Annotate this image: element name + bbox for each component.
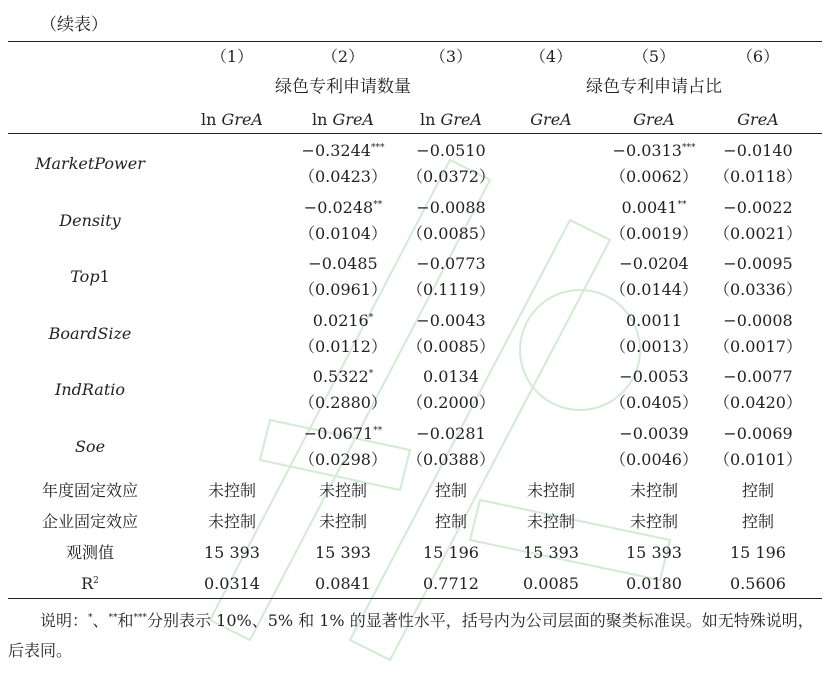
summary-cell: 未控制 bbox=[318, 512, 367, 531]
coefficient-value: −0.0095 bbox=[723, 254, 793, 273]
variable-label bbox=[20, 267, 160, 287]
coefficient-value: 0.0011 bbox=[626, 310, 682, 330]
standard-error-cell: （0.2880） bbox=[299, 393, 387, 412]
standard-error-cell: （0.0298） bbox=[299, 449, 387, 469]
standard-error-cell: （0.0046） bbox=[610, 449, 698, 469]
coefficient-cell bbox=[706, 311, 810, 331]
coefficient-cell bbox=[291, 141, 395, 161]
coefficient-value: −0.0281 bbox=[416, 423, 486, 443]
variable-label bbox=[20, 324, 160, 344]
summary-cell: 0.0085 bbox=[523, 574, 579, 593]
row-label-text: 年度固定效应 bbox=[41, 481, 138, 500]
coefficient-cell bbox=[602, 198, 706, 218]
standard-error-cell: （0.0388） bbox=[407, 449, 495, 469]
variable-name: BoardSize bbox=[48, 323, 132, 343]
standard-error-cell: （0.0085） bbox=[407, 336, 495, 356]
dependent-variable-label bbox=[291, 110, 395, 130]
coefficient-value: −0.0140 bbox=[723, 141, 793, 160]
standard-error-cell: （0.1119） bbox=[407, 280, 495, 299]
column-number: （3） bbox=[429, 47, 473, 66]
summary-cell: 控制 bbox=[434, 481, 467, 500]
coefficient-value: −0.0008 bbox=[723, 310, 793, 330]
standard-error-cell: （0.0019） bbox=[610, 223, 698, 243]
variable-label bbox=[20, 380, 160, 400]
summary-cell: 控制 bbox=[741, 481, 774, 500]
summary-cell: 未控制 bbox=[629, 481, 678, 500]
summary-cell: 15 393 bbox=[523, 543, 579, 562]
summary-cell: 未控制 bbox=[629, 512, 678, 531]
coefficient-value: −0.0077 bbox=[723, 367, 793, 386]
summary-cell: 未控制 bbox=[318, 481, 367, 500]
dependent-variable-label bbox=[706, 110, 810, 130]
coefficient-cell bbox=[291, 198, 395, 218]
table-continued-label: （续表） bbox=[40, 15, 108, 35]
coefficient-cell bbox=[706, 198, 810, 218]
summary-cell: 0.5606 bbox=[730, 574, 786, 593]
coefficient-value: 0.0216 bbox=[312, 310, 369, 330]
coefficient-value: −0.0053 bbox=[619, 367, 689, 386]
group-header-quantity: 绿色专利申请数量 bbox=[275, 77, 411, 97]
variable-name-suffix: 1 bbox=[99, 267, 110, 286]
standard-error-cell: （0.0085） bbox=[407, 223, 495, 243]
summary-cell: 0.0314 bbox=[204, 574, 260, 593]
coefficient-value: −0.3244 bbox=[301, 141, 371, 160]
standard-error-cell: （0.0144） bbox=[610, 280, 698, 299]
standard-error-cell: （0.0118） bbox=[714, 167, 802, 186]
coefficient-cell bbox=[706, 424, 810, 444]
group-header-share: 绿色专利申请占比 bbox=[586, 77, 722, 97]
coefficient-value: −0.0039 bbox=[619, 423, 689, 443]
row-label bbox=[20, 543, 160, 563]
column-number: （2） bbox=[321, 47, 365, 66]
depvar-name: GreA bbox=[633, 110, 675, 129]
dependent-variable-label bbox=[180, 110, 284, 130]
variable-name: Soe bbox=[74, 436, 106, 456]
variable-label bbox=[20, 211, 160, 231]
coefficient-value: 0.0134 bbox=[423, 367, 479, 386]
significance-stars: ** bbox=[373, 199, 383, 210]
depvar-prefix: ln bbox=[420, 110, 441, 129]
coefficient-cell bbox=[706, 367, 810, 387]
coefficient-cell bbox=[291, 254, 395, 274]
coefficient-value: −0.0204 bbox=[619, 254, 689, 273]
column-number: （4） bbox=[529, 47, 573, 66]
coefficient-cell bbox=[291, 367, 395, 387]
row-label-superscript: 2 bbox=[93, 576, 99, 586]
column-number: （6） bbox=[736, 47, 780, 66]
standard-error-cell: （0.0405） bbox=[610, 393, 698, 412]
coefficient-value: −0.0485 bbox=[308, 254, 378, 273]
standard-error-cell: （0.0017） bbox=[714, 336, 802, 356]
standard-error-cell: （0.0062） bbox=[610, 167, 698, 186]
bottom-rule bbox=[8, 598, 822, 599]
depvar-prefix: ln bbox=[312, 110, 333, 129]
standard-error-cell: （0.0961） bbox=[299, 280, 387, 299]
coefficient-cell bbox=[399, 141, 503, 161]
row-label bbox=[20, 512, 160, 532]
coefficient-cell bbox=[706, 254, 810, 274]
standard-error-cell: （0.0104） bbox=[299, 223, 387, 243]
standard-error-cell: （0.0420） bbox=[714, 393, 802, 412]
row-label bbox=[20, 574, 160, 594]
coefficient-cell bbox=[706, 141, 810, 161]
variable-name: Density bbox=[59, 210, 121, 230]
header-rule bbox=[8, 133, 822, 134]
variable-name: MarketPower bbox=[35, 154, 145, 173]
depvar-name: GreA bbox=[440, 110, 482, 129]
summary-cell: 未控制 bbox=[526, 481, 575, 500]
significance-stars: ** bbox=[373, 425, 383, 436]
row-label bbox=[20, 481, 160, 501]
summary-cell: 0.0841 bbox=[315, 574, 371, 593]
depvar-name: GreA bbox=[530, 110, 572, 129]
significance-stars: ** bbox=[677, 199, 687, 210]
standard-error-cell: （0.0372） bbox=[407, 167, 495, 186]
summary-cell: 15 393 bbox=[626, 543, 682, 562]
variable-name: IndRatio bbox=[55, 380, 125, 399]
standard-error-cell: （0.0112） bbox=[299, 336, 387, 356]
summary-cell: 未控制 bbox=[207, 512, 256, 531]
summary-cell: 0.0180 bbox=[626, 574, 682, 593]
variable-label bbox=[20, 437, 160, 457]
row-label-text: 企业固定效应 bbox=[41, 512, 138, 531]
standard-error-cell: （0.2000） bbox=[407, 393, 495, 412]
depvar-prefix: ln bbox=[201, 110, 222, 129]
significance-stars: * bbox=[368, 369, 374, 379]
standard-error-cell: （0.0021） bbox=[714, 223, 802, 243]
summary-cell: 0.7712 bbox=[423, 574, 479, 593]
summary-cell: 15 196 bbox=[423, 543, 479, 562]
coefficient-cell bbox=[399, 367, 503, 387]
coefficient-cell bbox=[399, 311, 503, 331]
row-label-text: R bbox=[81, 574, 94, 593]
coefficient-value: −0.0510 bbox=[416, 141, 486, 160]
depvar-name: GreA bbox=[737, 110, 779, 129]
coefficient-value: −0.0022 bbox=[723, 197, 793, 217]
significance-stars: *** bbox=[370, 143, 385, 153]
coefficient-cell bbox=[399, 424, 503, 444]
coefficient-cell bbox=[602, 367, 706, 387]
depvar-name: GreA bbox=[221, 110, 263, 129]
significance-stars: * bbox=[368, 312, 374, 323]
coefficient-cell bbox=[291, 424, 395, 444]
standard-error-cell: （0.0013） bbox=[610, 336, 698, 356]
coefficient-value: −0.0313 bbox=[612, 141, 682, 160]
top-rule bbox=[8, 41, 822, 42]
standard-error-cell: （0.0101） bbox=[714, 449, 802, 469]
summary-cell: 15 393 bbox=[204, 543, 260, 562]
standard-error-cell: （0.0336） bbox=[714, 280, 802, 299]
row-label-text: 观测值 bbox=[65, 543, 114, 562]
summary-cell: 15 393 bbox=[315, 543, 371, 562]
coefficient-value: 0.5322 bbox=[312, 367, 369, 386]
coefficient-value: −0.0671 bbox=[303, 423, 374, 443]
coefficient-cell bbox=[399, 254, 503, 274]
coefficient-cell bbox=[602, 311, 706, 331]
table-note: 说明：*、**和***分别表示 10%、5% 和 1% 的显著性水平，括号内为公司层面的聚类标准误。如无特殊说明，后表同。 bbox=[8, 611, 814, 660]
summary-cell: 15 196 bbox=[730, 543, 786, 562]
coefficient-value: 0.0041 bbox=[621, 197, 678, 217]
depvar-name: GreA bbox=[332, 110, 374, 129]
standard-error-cell: （0.0423） bbox=[299, 167, 387, 186]
coefficient-cell bbox=[399, 198, 503, 218]
coefficient-value: −0.0043 bbox=[416, 310, 486, 330]
coefficient-cell bbox=[602, 254, 706, 274]
coefficient-value: −0.0088 bbox=[416, 197, 486, 217]
dependent-variable-label bbox=[499, 110, 603, 130]
summary-cell: 未控制 bbox=[207, 481, 256, 500]
variable-name: Top bbox=[70, 267, 100, 286]
summary-cell: 未控制 bbox=[526, 512, 575, 531]
dependent-variable-label bbox=[602, 110, 706, 130]
coefficient-cell bbox=[602, 424, 706, 444]
significance-stars: *** bbox=[681, 143, 696, 153]
coefficient-value: −0.0773 bbox=[416, 254, 486, 273]
coefficient-cell bbox=[291, 311, 395, 331]
dependent-variable-label bbox=[399, 110, 503, 130]
coefficient-value: −0.0248 bbox=[303, 197, 374, 217]
summary-cell: 控制 bbox=[434, 512, 467, 531]
coefficient-cell bbox=[602, 141, 706, 161]
variable-label bbox=[20, 154, 160, 174]
summary-cell: 控制 bbox=[741, 512, 774, 531]
column-number: （5） bbox=[632, 47, 676, 66]
coefficient-value: −0.0069 bbox=[723, 423, 793, 443]
column-number: （1） bbox=[210, 47, 254, 66]
